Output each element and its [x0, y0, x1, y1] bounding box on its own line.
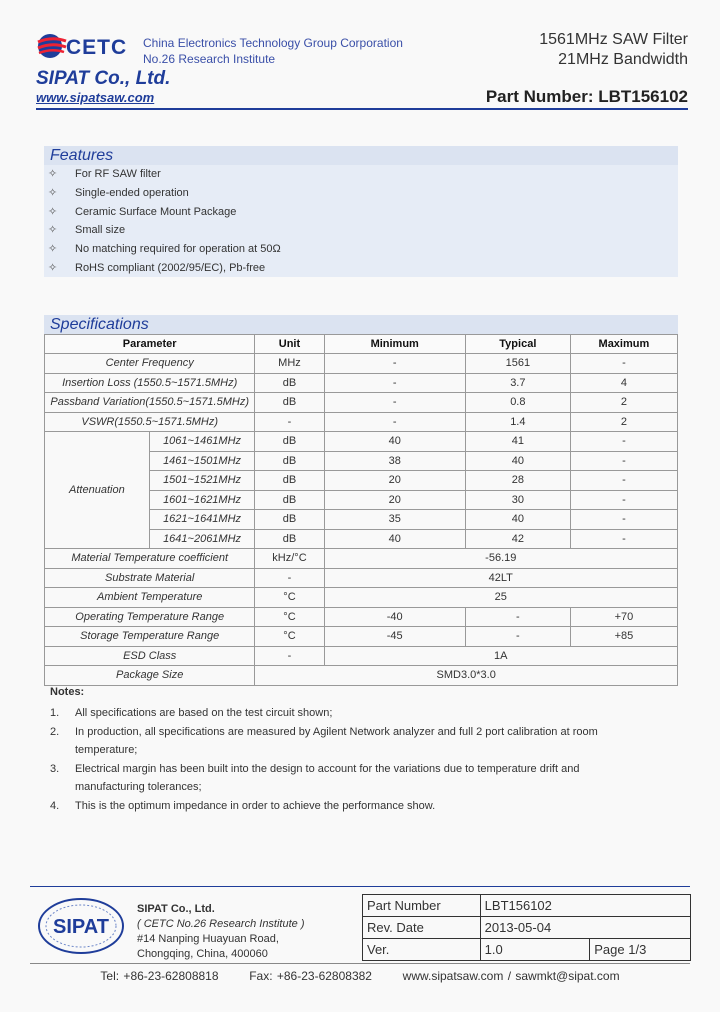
- table-row: Material Temperature coefficient kHz/°C -56.19: [45, 549, 678, 569]
- feature-item: ✧ No matching required for operation at 50Ω: [48, 243, 281, 255]
- feature-item: ✧ Small size: [48, 224, 126, 236]
- table-row: Attenuation 1061~1461MHz dB 40 41 -: [45, 432, 678, 452]
- note-item: 1. All specifications are based on the test circuit shown;: [50, 707, 333, 719]
- cetc-globe-icon: [36, 32, 68, 60]
- notes-section: [50, 686, 650, 816]
- table-row: Insertion Loss (1550.5~1571.5MHz) dB - 3.7 4: [45, 373, 678, 393]
- sipat-logo: [36, 896, 126, 956]
- diamond-bullet-icon: ✧: [48, 224, 58, 236]
- product-title: [539, 30, 688, 70]
- table-row: Passband Variation(1550.5~1571.5MHz) dB - 0.8 2: [45, 393, 678, 413]
- table-header-row: [45, 335, 678, 354]
- notes-title: Notes:: [50, 686, 85, 698]
- table-row: 1501~1521MHz dB 20 28 -: [45, 471, 678, 491]
- corp-line2: No.26 Research Institute: [143, 52, 276, 66]
- header-parameter: Parameter: [45, 335, 255, 354]
- header-divider: [36, 108, 688, 110]
- table-row: Center Frequency MHz - 1561 -: [45, 354, 678, 374]
- table-row: Substrate Material - 42LT: [45, 568, 678, 588]
- table-row: 1601~1621MHz dB 20 30 -: [45, 490, 678, 510]
- product-line2: 21MHz Bandwidth: [558, 51, 688, 68]
- sipat-logo-text: SIPAT: [53, 916, 109, 938]
- diamond-bullet-icon: ✧: [48, 262, 58, 274]
- note-item: 3. Electrical margin has been built into the design to account for the variations due to temperature drift and manufacturing tolerances;: [50, 763, 580, 793]
- corporation-name: [143, 35, 403, 67]
- table-row: 1461~1501MHz dB 38 40 -: [45, 451, 678, 471]
- contact-line: [0, 969, 720, 983]
- features-title: Features: [44, 146, 678, 165]
- table-row: VSWR(1550.5~1571.5MHz) - - 1.4 2: [45, 412, 678, 432]
- diamond-bullet-icon: ✧: [48, 206, 58, 218]
- diamond-bullet-icon: ✧: [48, 168, 58, 180]
- table-row: ESD Class - 1A: [45, 646, 678, 666]
- feature-item: ✧ Single-ended operation: [48, 187, 189, 199]
- diamond-bullet-icon: ✧: [48, 187, 58, 199]
- corp-line1: China Electronics Technology Group Corporation: [143, 36, 403, 50]
- table-row: Operating Temperature Range °C -40 - +70: [45, 607, 678, 627]
- footer-divider: [30, 886, 690, 887]
- table-row: Package Size SMD3.0*3.0: [45, 666, 678, 686]
- part-number: Part Number: LBT156102: [485, 87, 688, 106]
- table-row: Part Number LBT156102: [363, 895, 691, 917]
- specifications-table: [44, 334, 678, 686]
- feature-item: ✧ Ceramic Surface Mount Package: [48, 206, 237, 218]
- tel: Tel: +86-23-62808818: [100, 969, 219, 983]
- features-list: [44, 165, 678, 277]
- table-row: Storage Temperature Range °C -45 - +85: [45, 627, 678, 647]
- note-item: 4. This is the optimum impedance in order to achieve the performance show.: [50, 800, 436, 812]
- note-item: 2. In production, all specifications are measured by Agilent Network analyzer and full 2 port calibration at room temperature;: [50, 726, 598, 756]
- cetc-logo-text: CETC: [66, 36, 128, 59]
- table-row: Ambient Temperature °C 25: [45, 588, 678, 608]
- footer-company: SIPAT Co., Ltd. ( CETC No.26 Research Institute ) #14 Nanping Huayuan Road, Chongqing, China, 400060: [137, 903, 305, 960]
- company-name: SIPAT Co., Ltd.: [36, 68, 171, 89]
- table-row: 1621~1641MHz dB 35 40 -: [45, 510, 678, 530]
- feature-item: ✧ For RF SAW filter: [48, 168, 161, 180]
- fax: Fax: +86-23-62808382: [249, 969, 372, 983]
- header-maximum: Maximum: [570, 335, 677, 354]
- document-info-table: [362, 894, 691, 961]
- diamond-bullet-icon: ✧: [48, 243, 58, 255]
- web-email-link[interactable]: www.sipatsaw.com / sawmkt@sipat.com: [402, 969, 620, 983]
- table-row: Rev. Date 2013-05-04: [363, 917, 691, 939]
- contact-divider: [30, 963, 690, 964]
- header-minimum: Minimum: [324, 335, 465, 354]
- sipat-logo-icon: [36, 896, 126, 956]
- table-row: 1641~2061MHz dB 40 42 -: [45, 529, 678, 549]
- feature-item: ✧ RoHS compliant (2002/95/EC), Pb-free: [48, 262, 266, 274]
- attenuation-label: Attenuation: [45, 432, 150, 549]
- header-typical: Typical: [465, 335, 570, 354]
- product-line1: 1561MHz SAW Filter: [539, 31, 688, 48]
- website-link[interactable]: www.sipatsaw.com: [36, 90, 155, 105]
- table-row: Ver. 1.0 Page 1/3: [363, 939, 691, 961]
- specifications-title: Specifications: [44, 315, 678, 334]
- header-unit: Unit: [255, 335, 324, 354]
